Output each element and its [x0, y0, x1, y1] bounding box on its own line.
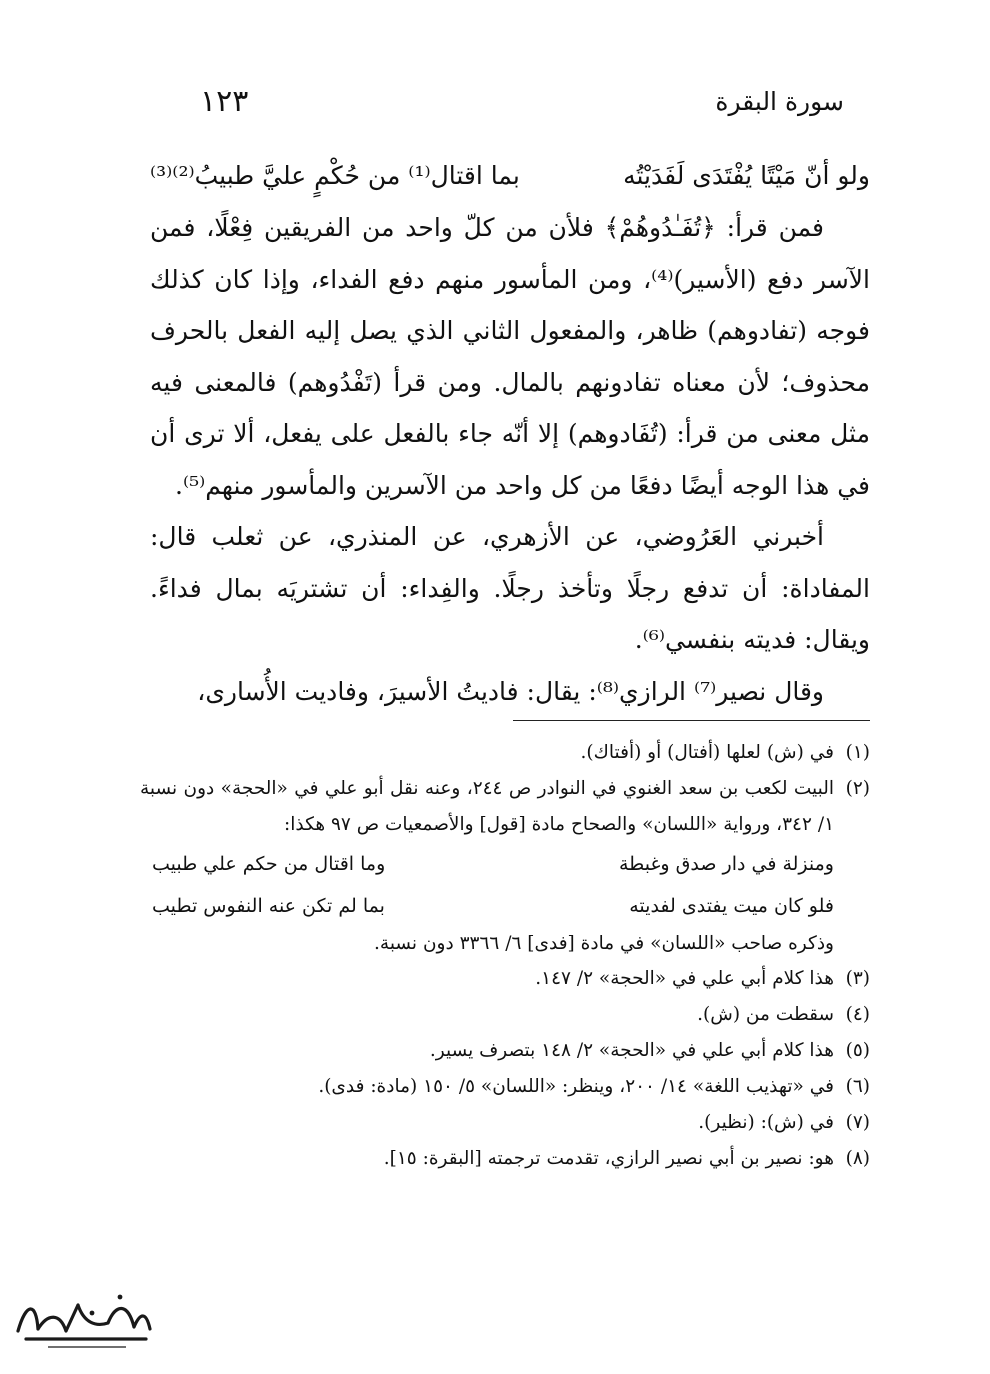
footnote-7 — [140, 1105, 870, 1141]
footnote-2-continuation: وذكره صاحب «اللسان» في مادة [فدى] ٦/ ٣٣٦٦ دون نسبة. — [374, 933, 834, 954]
footnote-text: في «تهذيب اللغة» ١٤/ ٢٠٠، وينظر: «اللسان» ٥/ ١٥٠ (مادة: فدى). — [318, 1076, 834, 1097]
poem-second-hemistich: وما اقتال من حكم علي طبيب — [152, 853, 386, 875]
footnote-number: (٦) — [845, 1076, 870, 1097]
paragraph-1: فمن قرأ: ﴿تُفَـٰدُوهُمْ﴾ فلأن من كلّ واحد من الفريقين فِعْلًا، فمن الآسر دفع (الأسير)⁽⁴⁾، ومن المأسور منهم دفع الفداء، وإذا كان كذلك فوجه (تفادوهم) ظاهر، والمفعول الثاني الذي يصل إليه الفعل بالحرف محذوف؛ لأن معناه تفادونهم بالمال. ومن قرأ (تَفْدُوهم) فالمعنى فيه مثل معنى من قرأ: (تُفَادوهم) إلا أنّه جاء بالفعل على يفعل، ألا ترى أن في هذا الوجه أيضًا دفعًا من كل واحد من الآسرين والمأسور منهم⁽⁵⁾. — [150, 213, 870, 500]
footnote-3 — [140, 961, 870, 997]
footnote-6 — [140, 1069, 870, 1105]
poetry-verse — [150, 150, 870, 202]
running-header-surah: سورة البقرة — [715, 87, 844, 116]
footnote-number: (٨) — [845, 1148, 870, 1169]
footnote-number: (٧) — [845, 1112, 870, 1133]
footnote-number: (٣) — [845, 968, 870, 989]
footnote-text: هو: نصير بن أبي نصير الرازي، تقدمت ترجمته [البقرة: ١٥]. — [383, 1148, 834, 1169]
poem-first-hemistich: فلو كان ميت يفتدى لفديته — [629, 895, 834, 917]
publisher-logo — [8, 1283, 158, 1358]
footnote-number: (١) — [845, 742, 870, 763]
footnote-1 — [140, 735, 870, 771]
footnote-text: هذا كلام أبي علي في «الحجة» ٢/ ١٤٧. — [535, 968, 834, 989]
footnote-4 — [140, 997, 870, 1033]
verse-second-hemistich: بما اقتال⁽¹⁾ من حُكْمٍ عليَّ طبيبُ⁽²⁾⁽³⁾ — [150, 161, 520, 190]
verse-first-hemistich: ولو أنّ مَيْتًا يُفْتَدَى لَفَدَيْتُه — [623, 161, 870, 190]
footnote-number: (٥) — [845, 1040, 870, 1061]
footnote-number: (٢) — [845, 778, 870, 799]
poem-verse — [152, 843, 834, 885]
main-text — [150, 150, 870, 717]
page-number: ١٢٣ — [200, 84, 249, 119]
paragraph-3: وقال نصير⁽⁷⁾ الرازي⁽⁸⁾: يقال: فاديتُ الأسيرَ، وفاديت الأُسارى، — [197, 676, 824, 706]
footnote-2 — [140, 771, 870, 843]
footnote-separator — [513, 720, 870, 721]
paragraph-2: أخبرني العَرُوضي، عن الأزهري، عن المنذري، عن ثعلب قال: المفاداة: أن تدفع رجلًا وتأخذ رجلًا. والفِداء: أن تشتريَه بمال فداءً. ويقال: فديته بنفسي⁽⁶⁾. — [150, 522, 870, 654]
poem-second-hemistich: بما لم تكن عنه النفوس تطيب — [152, 895, 385, 917]
footnote-text: البيت لكعب بن سعد الغنوي في النوادر ص ٢٤٤، وعنه نقل أبو علي في «الحجة» دون نسبة ١/ ٣٤٢، ورواية «اللسان» والصحاح مادة [قول] والأصمعيات ص ٩٧ هكذا: — [140, 778, 834, 835]
footnote-text: سقطت من (ش). — [697, 1004, 834, 1025]
footnote-8 — [140, 1141, 870, 1177]
poem-verse — [152, 885, 834, 927]
footnotes — [140, 735, 870, 1177]
footnote-text: هذا كلام أبي علي في «الحجة» ٢/ ١٤٨ بتصرف يسير. — [429, 1040, 834, 1061]
footnote-number: (٤) — [845, 1004, 870, 1025]
footnote-text: في (ش) لعلها (أفتال) أو (أفتاك). — [580, 742, 834, 763]
footnote-poem — [140, 843, 870, 927]
poem-first-hemistich: ومنزلة في دار صدق وغبطة — [618, 853, 834, 875]
calligraphy-logo-icon — [8, 1283, 158, 1358]
footnote-5 — [140, 1033, 870, 1069]
footnote-text: في (ش): (نظير). — [698, 1112, 834, 1133]
